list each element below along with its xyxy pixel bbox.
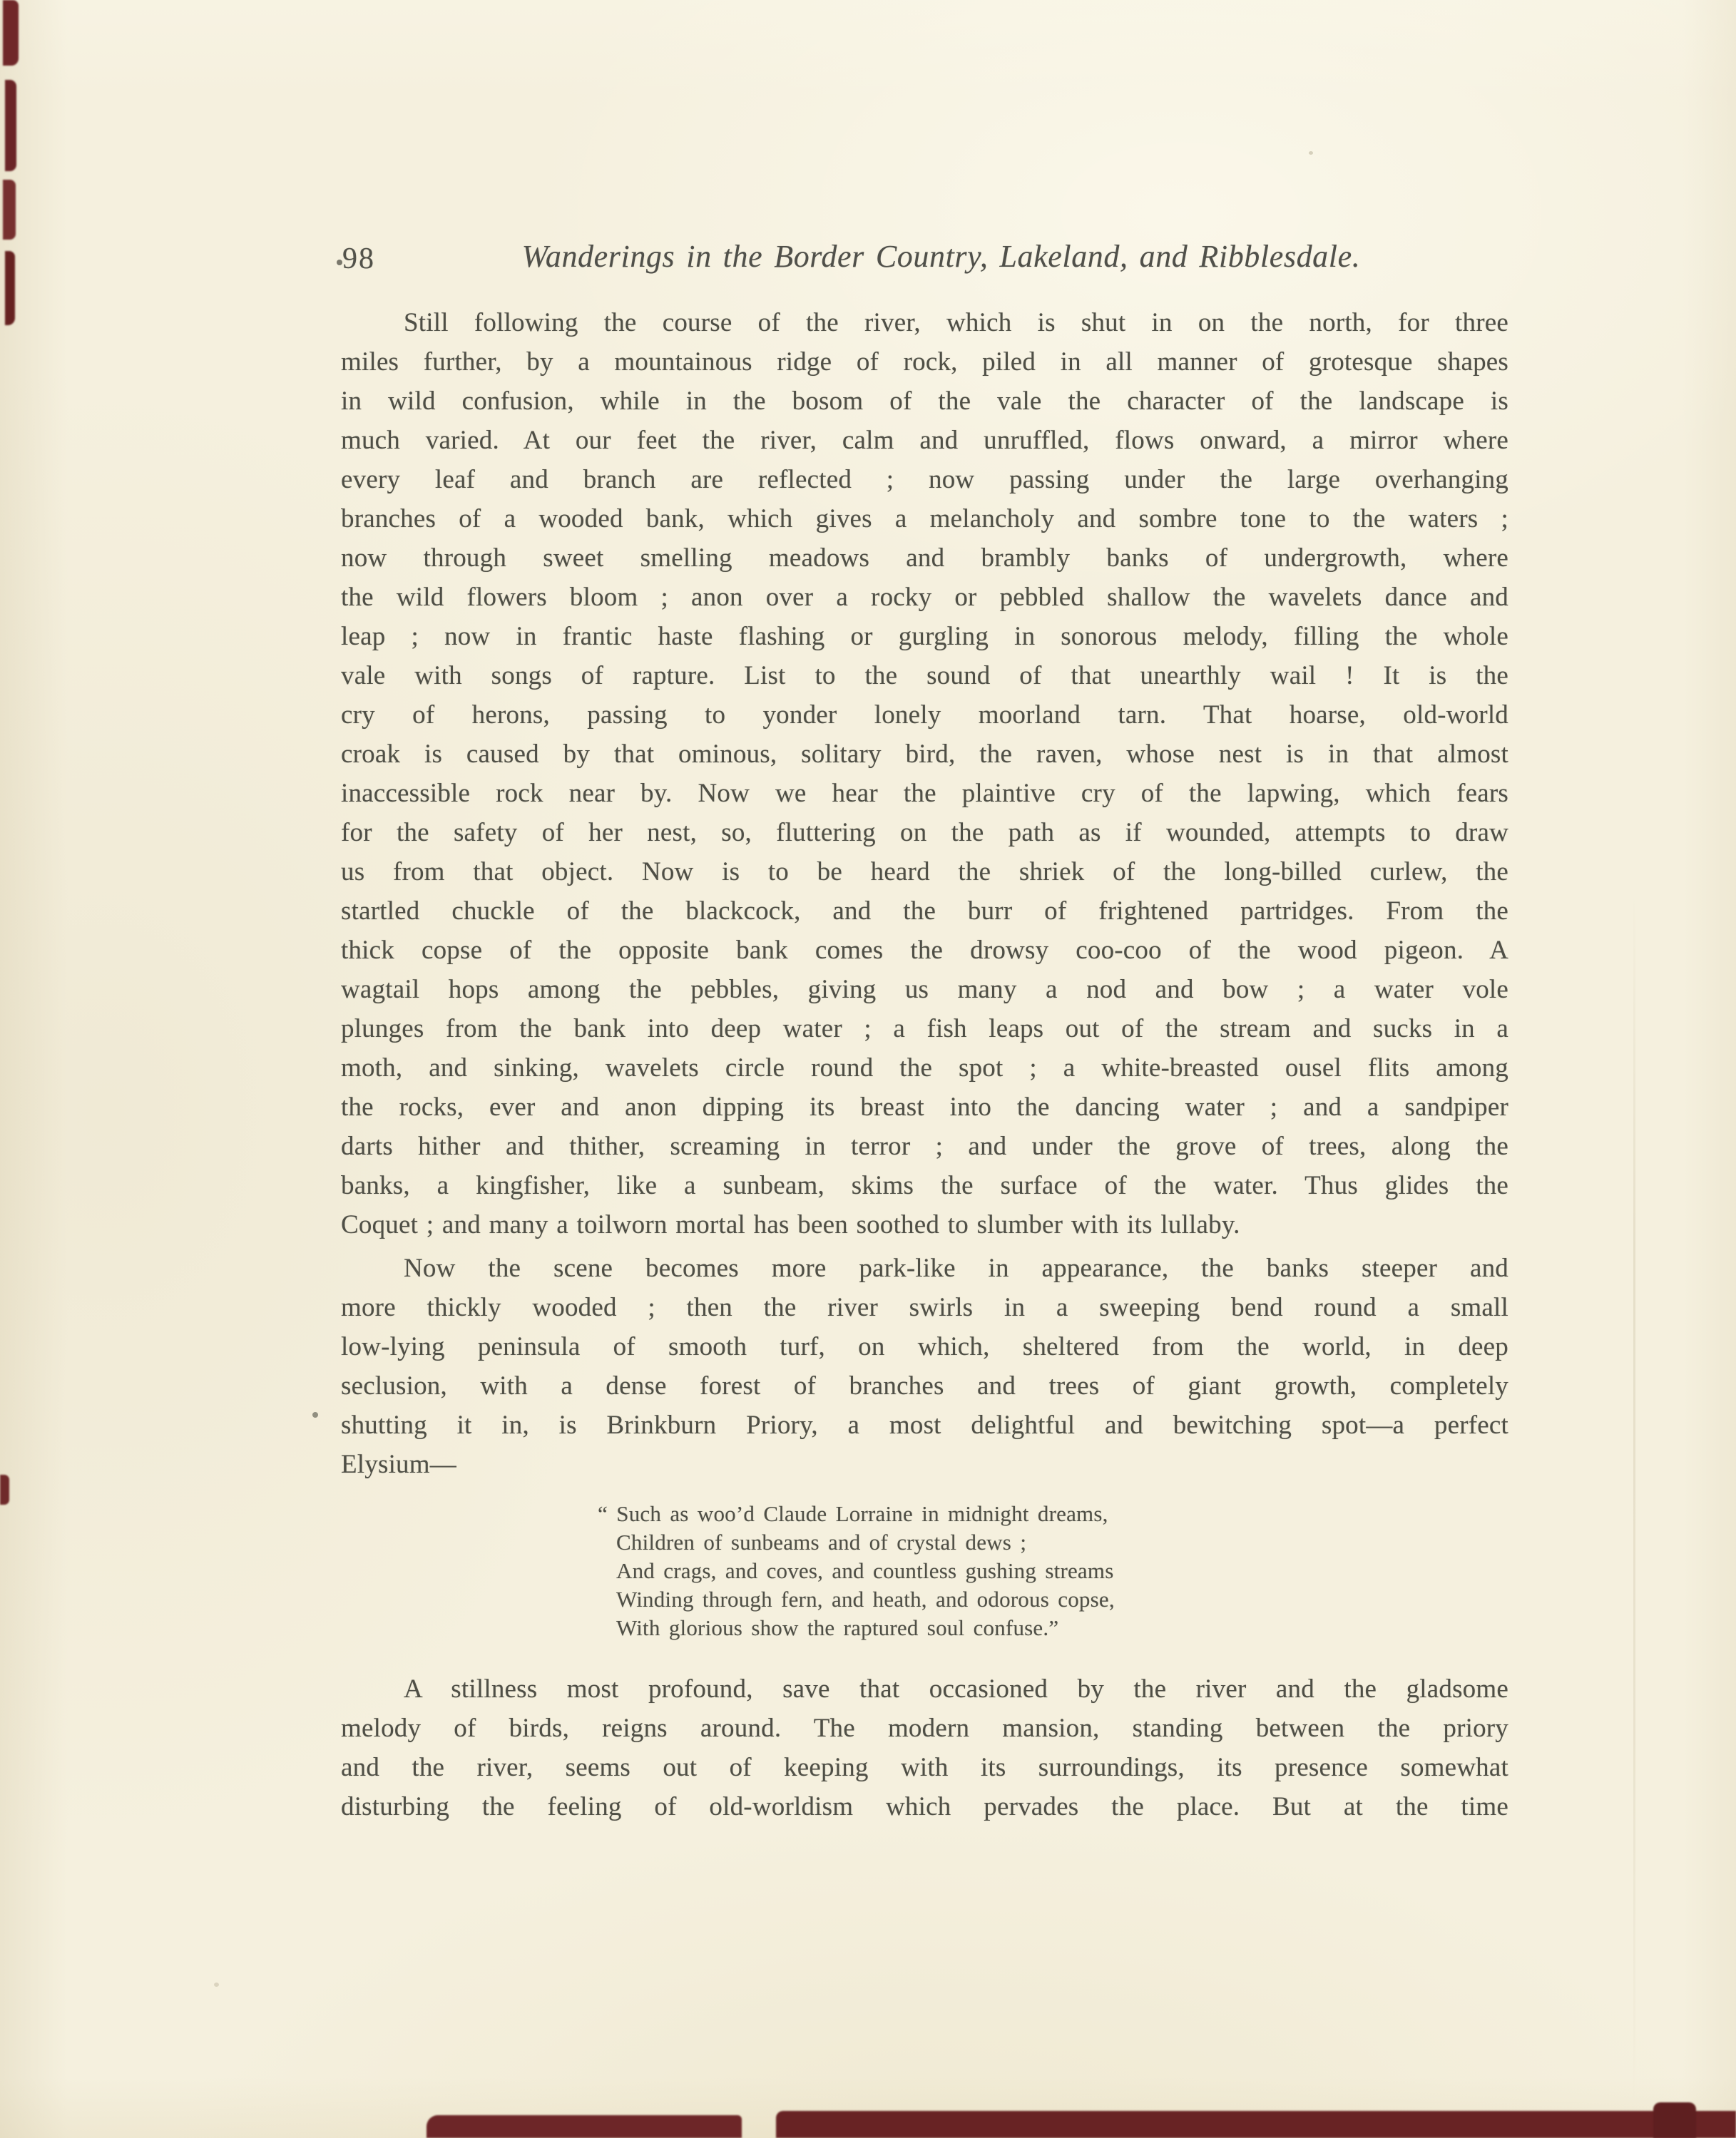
text-line: melody of birds, reigns around. The modern mansion, standing between the priory [341,1714,1508,1743]
text-line: darts hither and thither, screaming in terror ; and under the grove of trees, along the [341,1132,1508,1161]
scan-edge-mark [427,2115,742,2138]
paper-crease [1633,891,1635,2104]
scan-edge-mark [5,80,16,171]
text-line: the wild flowers bloom ; anon over a rocky or pebbled shallow the wavelets dance and [341,583,1508,612]
text-line: A stillness most profound, save that occasioned by the river and the gladsome [404,1674,1508,1704]
text-line [341,1826,1508,1866]
text-line: for the safety of her nest, so, fluttering on the path as if wounded, attempts to draw [341,818,1508,847]
page-text [341,303,1508,1866]
scan-edge-mark [776,2111,1736,2138]
scan-edge-mark [3,0,19,66]
text-line: every leaf and branch are reflected ; now passing under the large overhanging [341,465,1508,494]
scan-edge-mark [5,251,15,325]
paper-speck [1309,151,1313,155]
ink-speck [337,260,342,265]
text-line: now through sweet smelling meadows and brambly banks of undergrowth, where [341,543,1508,573]
text-line: Children of sunbeams and of crystal dews ; [616,1530,1027,1555]
text-line: in wild confusion, while in the bosom of the vale the character of the landscape is [341,387,1508,416]
paragraph-brinkburn-priory [341,1249,1508,1484]
text-line: With glorious show the raptured soul confuse.” [616,1615,1059,1640]
text-line: low-lying peninsula of smooth turf, on which, sheltered from the world, in deep [341,1332,1508,1361]
text-line: Now the scene becomes more park-like in appearance, the banks steeper and [404,1254,1508,1283]
text-line: us from that object. Now is to be heard the shriek of the long-billed curlew, the [341,857,1508,886]
text-line: moth, and sinking, wavelets circle round the spot ; a white-breasted ousel flits among [341,1053,1508,1083]
text-line: Winding through fern, and heath, and odorous copse, [616,1587,1115,1612]
ink-speck [312,1412,318,1418]
paragraph-river-description [341,303,1508,1244]
text-line: “ Such as woo’d Claude Lorraine in midnight dreams, [598,1501,1108,1526]
page-header [341,238,1508,288]
text-line: disturbing the feeling of old-worldism which pervades the place. But at the time [341,1792,1508,1821]
text-line: much varied. At our feet the river, calm and unruffled, flows onward, a mirror where [341,426,1508,455]
page-number: 98 [342,242,375,275]
text-line: plunges from the bank into deep water ; a fish leaps out of the stream and sucks in a [341,1014,1508,1043]
scan-edge-mark [3,180,16,240]
text-line: seclusion, with a dense forest of branches and trees of giant growth, completely [341,1371,1508,1401]
text-line: thick copse of the opposite bank comes the drowsy coo-coo of the wood pigeon. A [341,936,1508,965]
text-line: shutting it in, is Brinkburn Priory, a most delightful and bewitching spot—a perfect [341,1411,1508,1440]
text-line: the rocks, ever and anon dipping its breast into the dancing water ; and a sandpiper [341,1093,1508,1122]
text-line: Still following the course of the river, which is shut in on the north, for three [404,308,1508,337]
text-line: miles further, by a mountainous ridge of rock, piled in all manner of grotesque shapes [341,347,1508,377]
scan-edge-mark [1653,2102,1696,2138]
text-line: Coquet ; and many a toilworn mortal has been soothed to slumber with its lullaby. [341,1210,1240,1239]
text-line: wagtail hops among the pebbles, giving us many a nod and bow ; a water vole [341,975,1508,1004]
paper-speck [214,1983,219,1987]
text-line: more thickly wooded ; then the river swirls in a sweeping bend round a small [341,1293,1508,1322]
text-line: and the river, seems out of keeping with its surroundings, its presence somewhat [341,1753,1508,1782]
text-line: vale with songs of rapture. List to the sound of that unearthly wail ! It is the [341,661,1508,690]
text-line: cry of herons, passing to yonder lonely moorland tarn. That hoarse, old-world [341,700,1508,730]
text-line: branches of a wooded bank, which gives a melancholy and sombre tone to the waters ; [341,504,1508,533]
text-line: And crags, and coves, and countless gushing streams [616,1558,1114,1583]
text-line: startled chuckle of the blackcock, and the burr of frightened partridges. From the [341,896,1508,926]
scan-edge-mark [0,1475,9,1505]
text-line: Elysium— [341,1450,456,1479]
paragraph-stillness [341,1669,1508,1866]
poem-quote [598,1500,1508,1642]
text-line: banks, a kingfisher, like a sunbeam, skims the surface of the water. Thus glides the [341,1171,1508,1200]
text-line: croak is caused by that ominous, solitary bird, the raven, whose nest is in that almost [341,740,1508,769]
running-title: Wanderings in the Border Country, Lakeland, and Ribblesdale. [521,239,1361,274]
text-line: inaccessible rock near by. Now we hear the plaintive cry of the lapwing, which fears [341,779,1508,808]
text-line: leap ; now in frantic haste flashing or gurgling in sonorous melody, filling the whole [341,622,1508,651]
